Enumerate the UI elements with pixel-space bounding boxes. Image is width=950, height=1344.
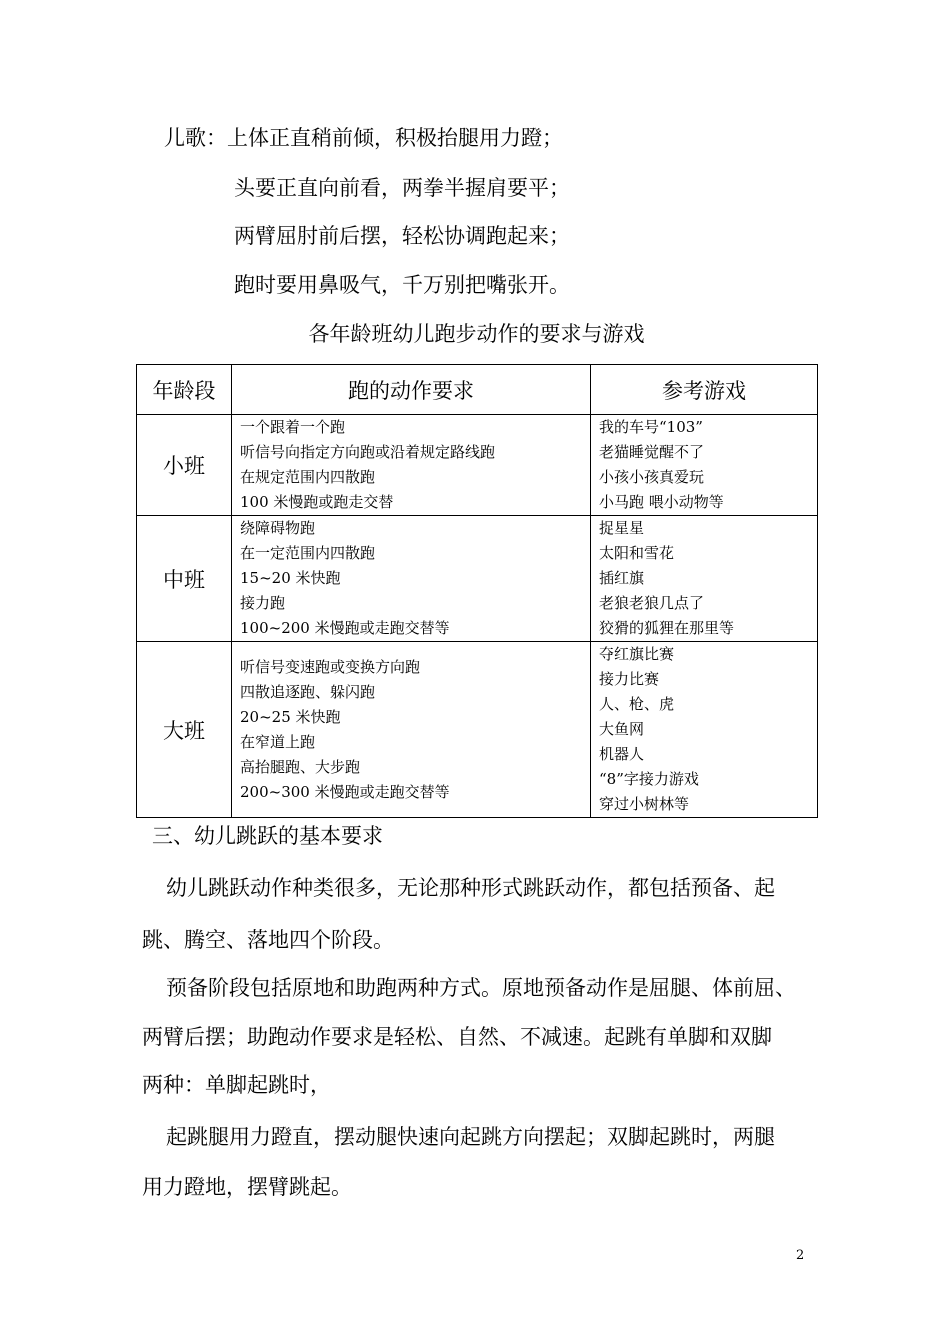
game-item: 接力比赛 [599,670,660,688]
table-row [137,516,818,642]
game-item: 老猫睡觉醒不了 [599,443,705,461]
header-games: 参考游戏 [591,365,818,415]
requirement-item: 100 米慢跑或跑走交替 [240,493,394,511]
paragraph-line: 用力蹬地，摆臂跳起。 [142,1175,352,1199]
game-item: 小马跑 喂小动物等 [599,493,724,511]
requirement-item: 20~25 米快跑 [240,707,341,726]
header-requirements: 跑的动作要求 [232,365,591,415]
requirements-cell [232,415,591,516]
game-item: 我的车号“103” [599,418,703,436]
rhyme-prefix: 儿歌： [164,126,227,150]
stage-cell: 中班 [137,516,232,642]
paragraph-line: 预备阶段包括原地和助跑两种方式。原地预备动作是屈腿、体前屈、 [166,976,796,1000]
rhyme-line-4: 跑时要用鼻吸气，千万别把嘴张开。 [234,273,570,297]
requirements-cell [232,642,591,818]
stage-cell: 小班 [137,415,232,516]
game-item: 太阳和雪花 [599,544,675,562]
table-row [137,415,818,516]
rhyme-line-3: 两臂屈肘前后摆，轻松协调跑起来； [234,224,570,248]
requirements-cell [232,516,591,642]
game-item: 机器人 [599,745,645,763]
requirement-item: 100~200 米慢跑或走跑交替等 [240,619,450,637]
table-header-row [137,365,818,415]
paragraph-line: 起跳腿用力蹬直，摆动腿快速向起跳方向摆起；双脚起跳时，两腿 [166,1125,775,1149]
requirement-item: 绕障碍物跑 [240,519,316,537]
rhyme-text: 上体正直稍前倾，积极抬腿用力蹬； [227,126,563,150]
requirement-item: 200~300 米慢跑或走跑交替等 [240,782,450,801]
running-requirements-table [136,364,818,818]
paragraph-line: 幼儿跳跃动作种类很多，无论那种形式跳跃动作，都包括预备、起 [166,876,775,900]
section-heading: 三、幼儿跳跃的基本要求 [152,824,383,848]
game-item: 狡猾的狐狸在那里等 [599,619,735,637]
requirement-item: 一个跟着一个跑 [240,418,346,436]
requirement-item: 在一定范围内四散跑 [240,544,376,562]
paragraph-line: 两臂后摆；助跑动作要求是轻松、自然、不减速。起跳有单脚和双脚 [142,1025,772,1049]
table-row [137,642,818,818]
requirement-item: 15~20 米快跑 [240,569,341,587]
page-number: 2 [796,1248,805,1263]
game-item: 老狼老狼几点了 [599,594,705,612]
paragraph-line: 跳、腾空、落地四个阶段。 [142,928,394,952]
requirement-item: 听信号向指定方向跑或沿着规定路线跑 [240,443,496,461]
game-item: 大鱼网 [599,720,645,738]
rhyme-line-2: 头要正直向前看，两拳半握肩要平； [234,176,570,200]
game-item: 穿过小树林等 [599,795,690,813]
requirement-item: 在规定范围内四散跑 [240,468,376,486]
header-age-group: 年龄段 [137,365,232,415]
games-cell [591,516,818,642]
requirement-item: 四散追逐跑、躲闪跑 [240,682,376,701]
rhyme-line-1 [164,124,563,152]
requirement-item: 接力跑 [240,594,286,612]
game-item: 小孩小孩真爱玩 [599,468,705,486]
table-caption: 各年龄班幼儿跑步动作的要求与游戏 [308,322,645,346]
games-cell [591,415,818,516]
game-item: 插红旗 [599,569,645,587]
requirement-item: 在窄道上跑 [240,732,316,751]
game-item: 夺红旗比赛 [599,645,675,663]
game-item: 人、枪、虎 [599,695,675,713]
paragraph-line: 两种：单脚起跳时， [142,1073,331,1097]
requirement-item: 高抬腿跑、大步跑 [240,757,361,776]
stage-cell: 大班 [137,642,232,818]
games-cell [591,642,818,818]
game-item: “8”字接力游戏 [599,770,699,788]
requirement-item: 听信号变速跑或变换方向跑 [240,657,421,676]
game-item: 捉星星 [599,519,645,537]
